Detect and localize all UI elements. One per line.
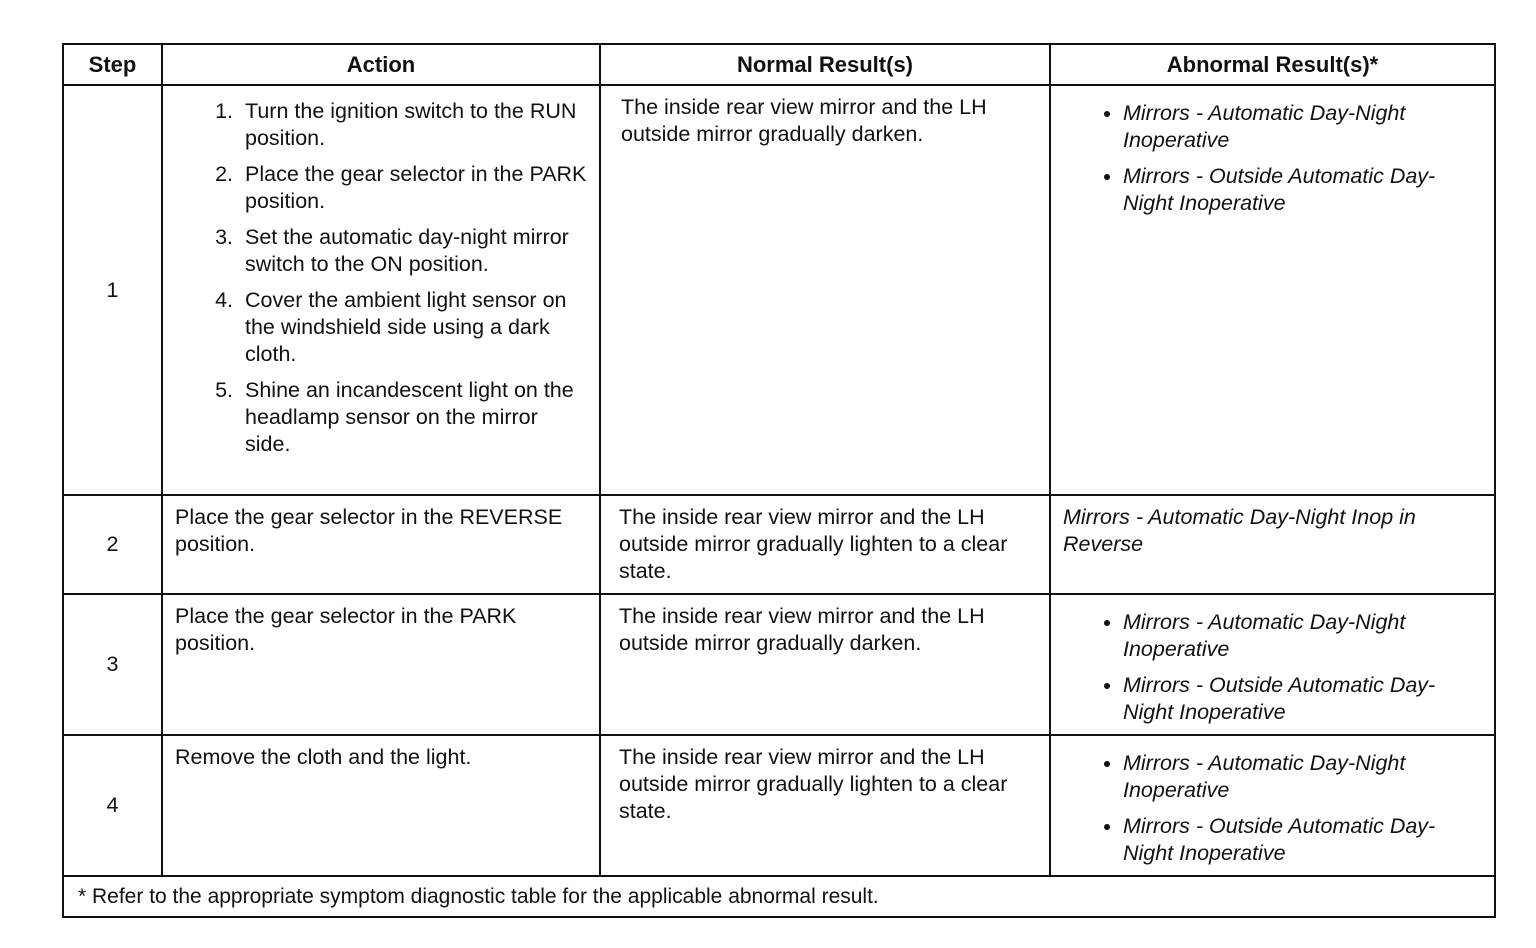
normal-result-cell: The inside rear view mirror and the LH outside mirror gradually lighten to a clear state. <box>600 735 1050 876</box>
action-cell: Place the gear selector in the REVERSE position. <box>162 495 600 594</box>
diagnostic-table <box>62 43 1496 918</box>
abnormal-result-cell <box>1050 594 1495 735</box>
action-cell: Place the gear selector in the PARK position. <box>162 594 600 735</box>
footnote-row <box>63 876 1495 917</box>
step-number: 2 <box>63 495 162 594</box>
list-item: • Mirrors - Automatic Day-Night Inoperative <box>1123 100 1482 154</box>
list-item: • Mirrors - Automatic Day-Night Inoperative <box>1123 750 1482 804</box>
list-item: 4. Cover the ambient light sensor on the windshield side using a dark cloth. <box>239 287 587 368</box>
abnormal-result-list <box>1063 100 1482 217</box>
action-step-list <box>175 98 587 458</box>
list-item: 5. Shine an incandescent light on the headlamp sensor on the mirror side. <box>239 377 587 458</box>
list-item: 2. Place the gear selector in the PARK position. <box>239 161 587 215</box>
normal-result-cell: The inside rear view mirror and the LH outside mirror gradually darken. <box>600 85 1050 495</box>
list-item: • Mirrors - Outside Automatic Day-Night Inoperative <box>1123 163 1482 217</box>
table-row <box>63 594 1495 735</box>
step-number: 1 <box>63 85 162 495</box>
header-action: Action <box>162 44 600 85</box>
abnormal-result-list <box>1063 750 1482 867</box>
header-abnormal-result: Abnormal Result(s)* <box>1050 44 1495 85</box>
list-item: 1. Turn the ignition switch to the RUN position. <box>239 98 587 152</box>
abnormal-result-cell: Mirrors - Automatic Day-Night Inop in Reverse <box>1050 495 1495 594</box>
step-number: 4 <box>63 735 162 876</box>
normal-result-cell: The inside rear view mirror and the LH outside mirror gradually lighten to a clear state. <box>600 495 1050 594</box>
list-item: • Mirrors - Automatic Day-Night Inoperative <box>1123 609 1482 663</box>
action-cell <box>162 85 600 495</box>
header-row <box>63 44 1495 85</box>
header-step: Step <box>63 44 162 85</box>
abnormal-result-list <box>1063 609 1482 726</box>
table-row <box>63 735 1495 876</box>
table-row <box>63 495 1495 594</box>
header-normal-result: Normal Result(s) <box>600 44 1050 85</box>
table-row <box>63 85 1495 495</box>
abnormal-result-cell <box>1050 85 1495 495</box>
list-item: 3. Set the automatic day-night mirror switch to the ON position. <box>239 224 587 278</box>
normal-result-cell: The inside rear view mirror and the LH outside mirror gradually darken. <box>600 594 1050 735</box>
footnote: * Refer to the appropriate symptom diagnostic table for the applicable abnormal result. <box>63 876 1495 917</box>
action-cell: Remove the cloth and the light. <box>162 735 600 876</box>
step-number: 3 <box>63 594 162 735</box>
abnormal-result-cell <box>1050 735 1495 876</box>
list-item: • Mirrors - Outside Automatic Day-Night Inoperative <box>1123 672 1482 726</box>
list-item: • Mirrors - Outside Automatic Day-Night Inoperative <box>1123 813 1482 867</box>
